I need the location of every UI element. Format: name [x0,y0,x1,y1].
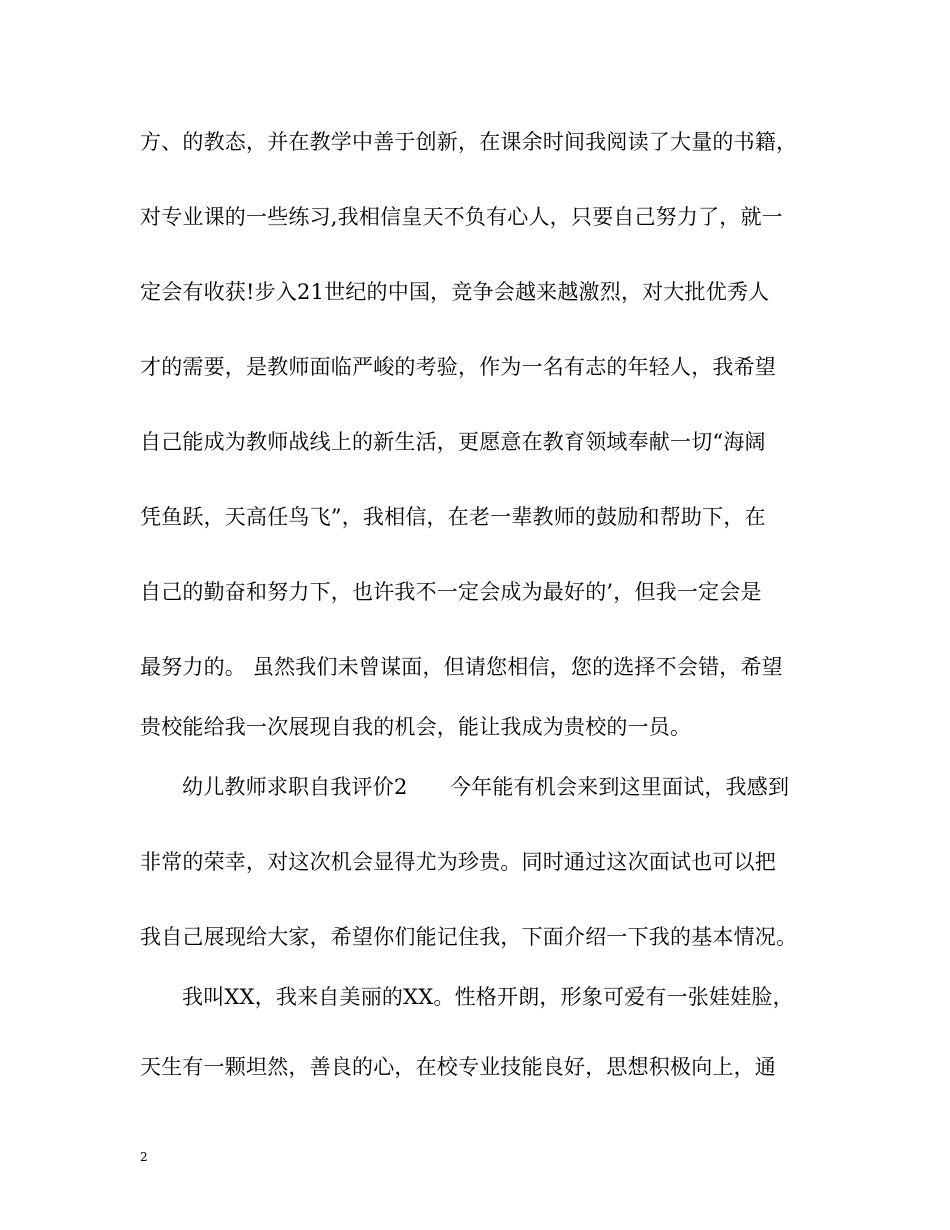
text-line: 凭鱼跃，天高任鸟飞”，我相信，在老一辈教师的鼓励和帮助下，在 [140,505,766,529]
text-line: 才的需要，是教师面临严峻的考验，作为一名有志的年轻人，我希望 [140,355,776,379]
text-line: 定会有收获!步入21世纪的中国，竞争会越来越激烈，对大批优秀人 [140,280,770,304]
text-line: 我叫XX，我来自美丽的XX。性格开朗，形象可爱有一张娃娃脸， [182,985,794,1009]
text-line: 天生有一颗坦然，善良的心，在校专业技能良好，思想积极向上，通 [140,1055,776,1079]
text-line: 对专业课的一些练习,我相信皇天不负有心人，只要自己努力了，就一 [140,205,783,229]
text-line: 非常的荣幸，对这次机会显得尤为珍贵。同时通过这次面试也可以把 [140,850,776,874]
text-line: 自己的勤奋和努力下，也许我不一定会成为最好的’，但我一定会是 [140,580,762,604]
text-line: 最努力的。 虽然我们未曾谋面，但请您相信，您的选择不会错，希望 [140,655,783,679]
text-line: 方、的教态，并在教学中善于创新，在课余时间我阅读了大量的书籍， [140,130,798,154]
text-line: 幼儿教师求职自我评价2 今年能有机会来到这里面试，我感到 [182,775,790,799]
text-line: 我自己展现给大家，希望你们能记住我，下面介绍一下我的基本情况。 [140,925,798,949]
text-line: 贵校能给我一次展现自我的机会，能让我成为贵校的一员。 [140,715,692,739]
page-number: 2 [140,1150,148,1164]
text-line: 自己能成为教师战线上的新生活，更愿意在教育领域奉献一切“海阔 [140,430,766,454]
